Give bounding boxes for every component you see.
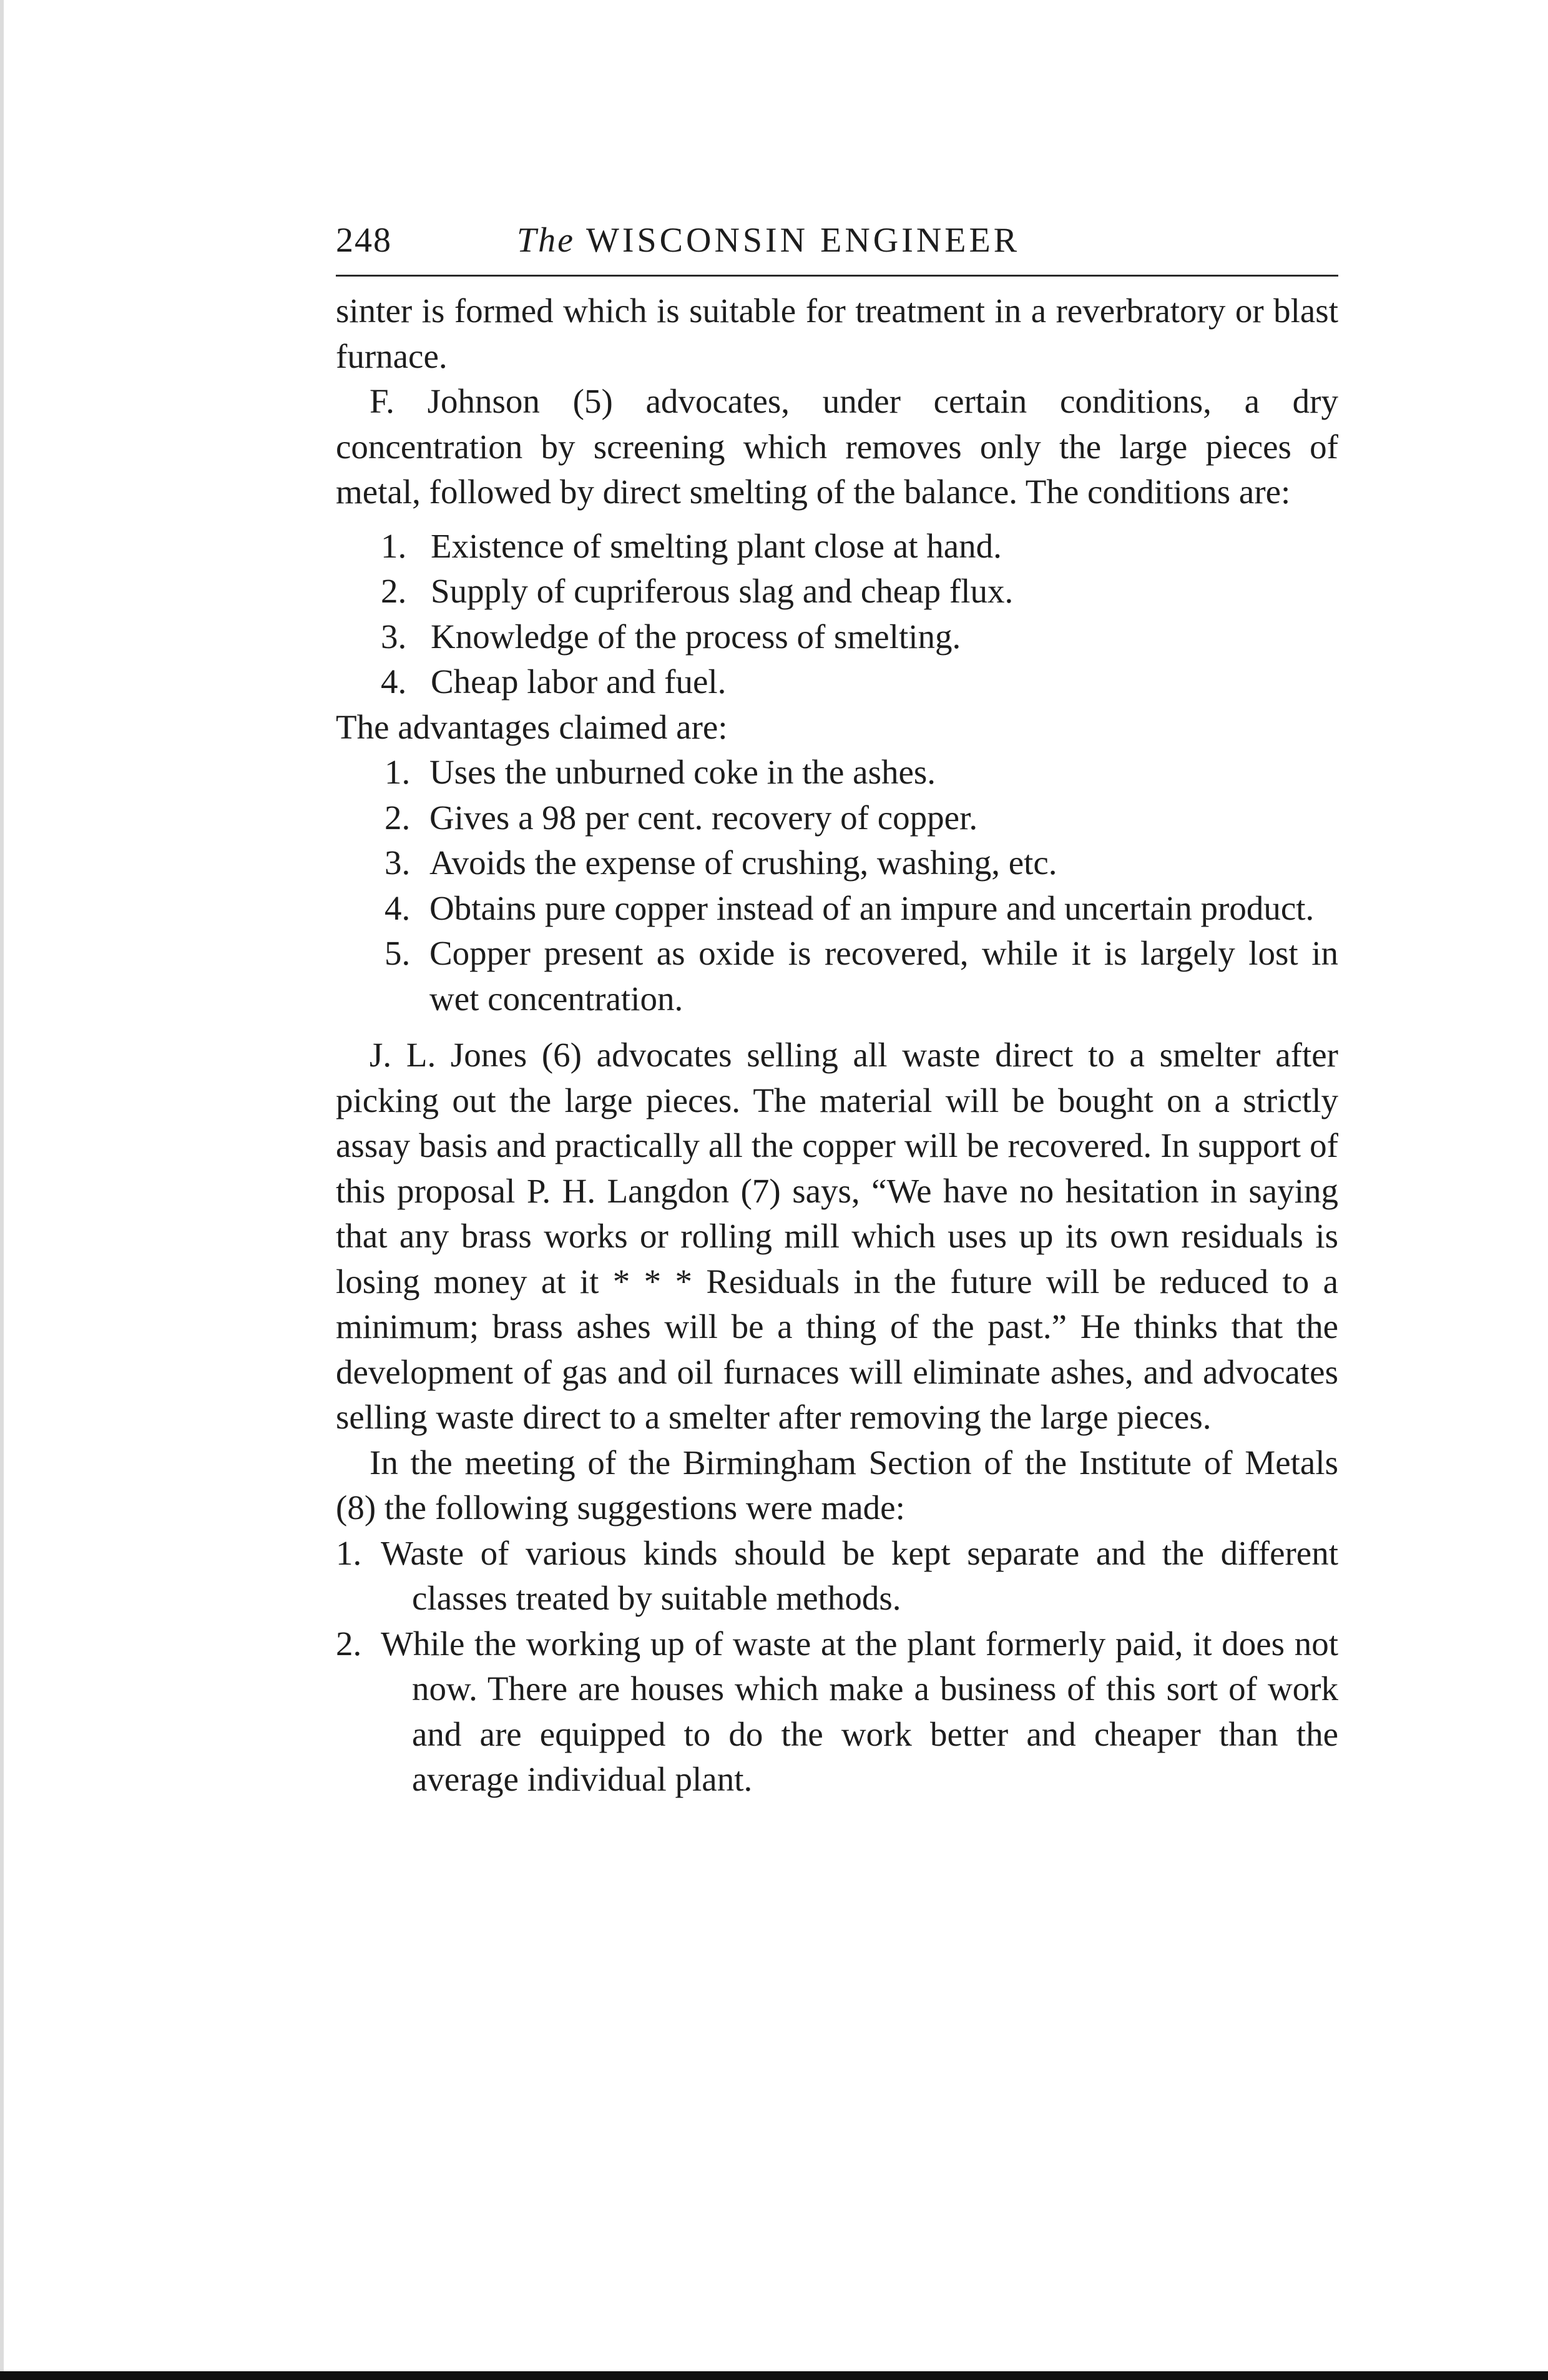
suggestions-list — [336, 1531, 1338, 1802]
list-item — [336, 659, 1338, 705]
list-text: Supply of cupriferous slag and cheap flux. — [431, 572, 1014, 610]
list-item — [336, 569, 1338, 614]
journal-title — [517, 212, 1020, 268]
conditions-list — [336, 524, 1338, 705]
list-item — [336, 524, 1338, 569]
journal-title-prefix: The — [517, 221, 575, 260]
scan-bottom-edge — [0, 2371, 1548, 2380]
list-text: While the working up of waste at the plant formerly paid, it does not now. There are houses which make a business of this sort of work and are equipped to do the work better and cheaper than the average individual plant. — [381, 1624, 1338, 1798]
list-number: 3. — [381, 617, 407, 656]
advantages-list — [336, 750, 1338, 1021]
paragraph-johnson: F. Johnson (5) advocates, under certain conditions, a dry concentration by screening which removes only the large pieces of metal, followed by direct smelting of the balance. The conditions are: — [336, 382, 1338, 511]
list-item — [336, 614, 1338, 660]
list-text: Cheap labor and fuel. — [431, 662, 727, 701]
page-number: 248 — [336, 221, 392, 260]
list-number: 1. — [385, 753, 411, 791]
list-number: 1. — [381, 526, 407, 565]
list-number: 5. — [385, 934, 411, 972]
list-number: 1. — [336, 1533, 362, 1572]
list-text: Existence of smelting plant close at hand. — [431, 526, 1002, 565]
list-text: Waste of various kinds should be kept separate and the different classes treated by suitable methods. — [381, 1533, 1338, 1617]
list-item — [336, 795, 1338, 841]
list-item — [336, 840, 1338, 886]
list-item — [336, 1531, 1338, 1621]
paragraph-birmingham: In the meeting of the Birmingham Section of the Institute of Metals (8) the following suggestions were made: — [336, 1443, 1338, 1527]
list-text: Obtains pure copper instead of an impure and uncertain product. — [429, 888, 1315, 927]
list-text: Uses the unburned coke in the ashes. — [429, 753, 936, 791]
list-number: 2. — [385, 798, 411, 837]
advantages-heading: The advantages claimed are: — [336, 707, 728, 746]
list-number: 2. — [336, 1624, 362, 1663]
list-item — [336, 931, 1338, 1021]
scan-left-edge — [0, 0, 4, 2380]
list-number: 4. — [385, 888, 411, 927]
list-text: Gives a 98 per cent. recovery of copper. — [429, 798, 978, 837]
list-number: 3. — [385, 843, 411, 882]
paragraph-jones: J. L. Jones (6) advocates selling all waste direct to a smelter after picking out the large pieces. The material will be bought on a strictly assay basis and practically all the copper will be recovered. In support of this proposal P. H. Langdon (7) says, “We have no hesitation in saying that any brass works or rolling mill which uses up its own residuals is losing money at it * * * Residuals in the future will be reduced to a minimum; brass ashes will be a thing of the past.” He thinks that the development of gas and oil furnaces will eliminate ashes, and advocates selling waste direct to a smelter after removing the large pieces. — [336, 1036, 1338, 1436]
header-rule — [336, 275, 1338, 277]
list-text: Knowledge of the process of smelting. — [431, 617, 961, 656]
running-head — [336, 212, 1338, 268]
journal-title-main: WISCONSIN ENGINEER — [586, 221, 1021, 260]
list-text: Avoids the expense of crushing, washing, etc. — [429, 843, 1057, 882]
list-item — [336, 750, 1338, 795]
list-text: Copper present as oxide is recovered, while it is largely lost in wet concentration. — [429, 934, 1338, 1018]
list-item — [336, 1621, 1338, 1802]
list-number: 2. — [381, 572, 407, 610]
body-text — [336, 288, 1338, 1802]
list-item — [336, 886, 1338, 932]
paragraph-sinter: sinter is formed which is suitable for treatment in a reverbratory or blast furnace. — [336, 292, 1338, 375]
list-number: 4. — [381, 662, 407, 701]
